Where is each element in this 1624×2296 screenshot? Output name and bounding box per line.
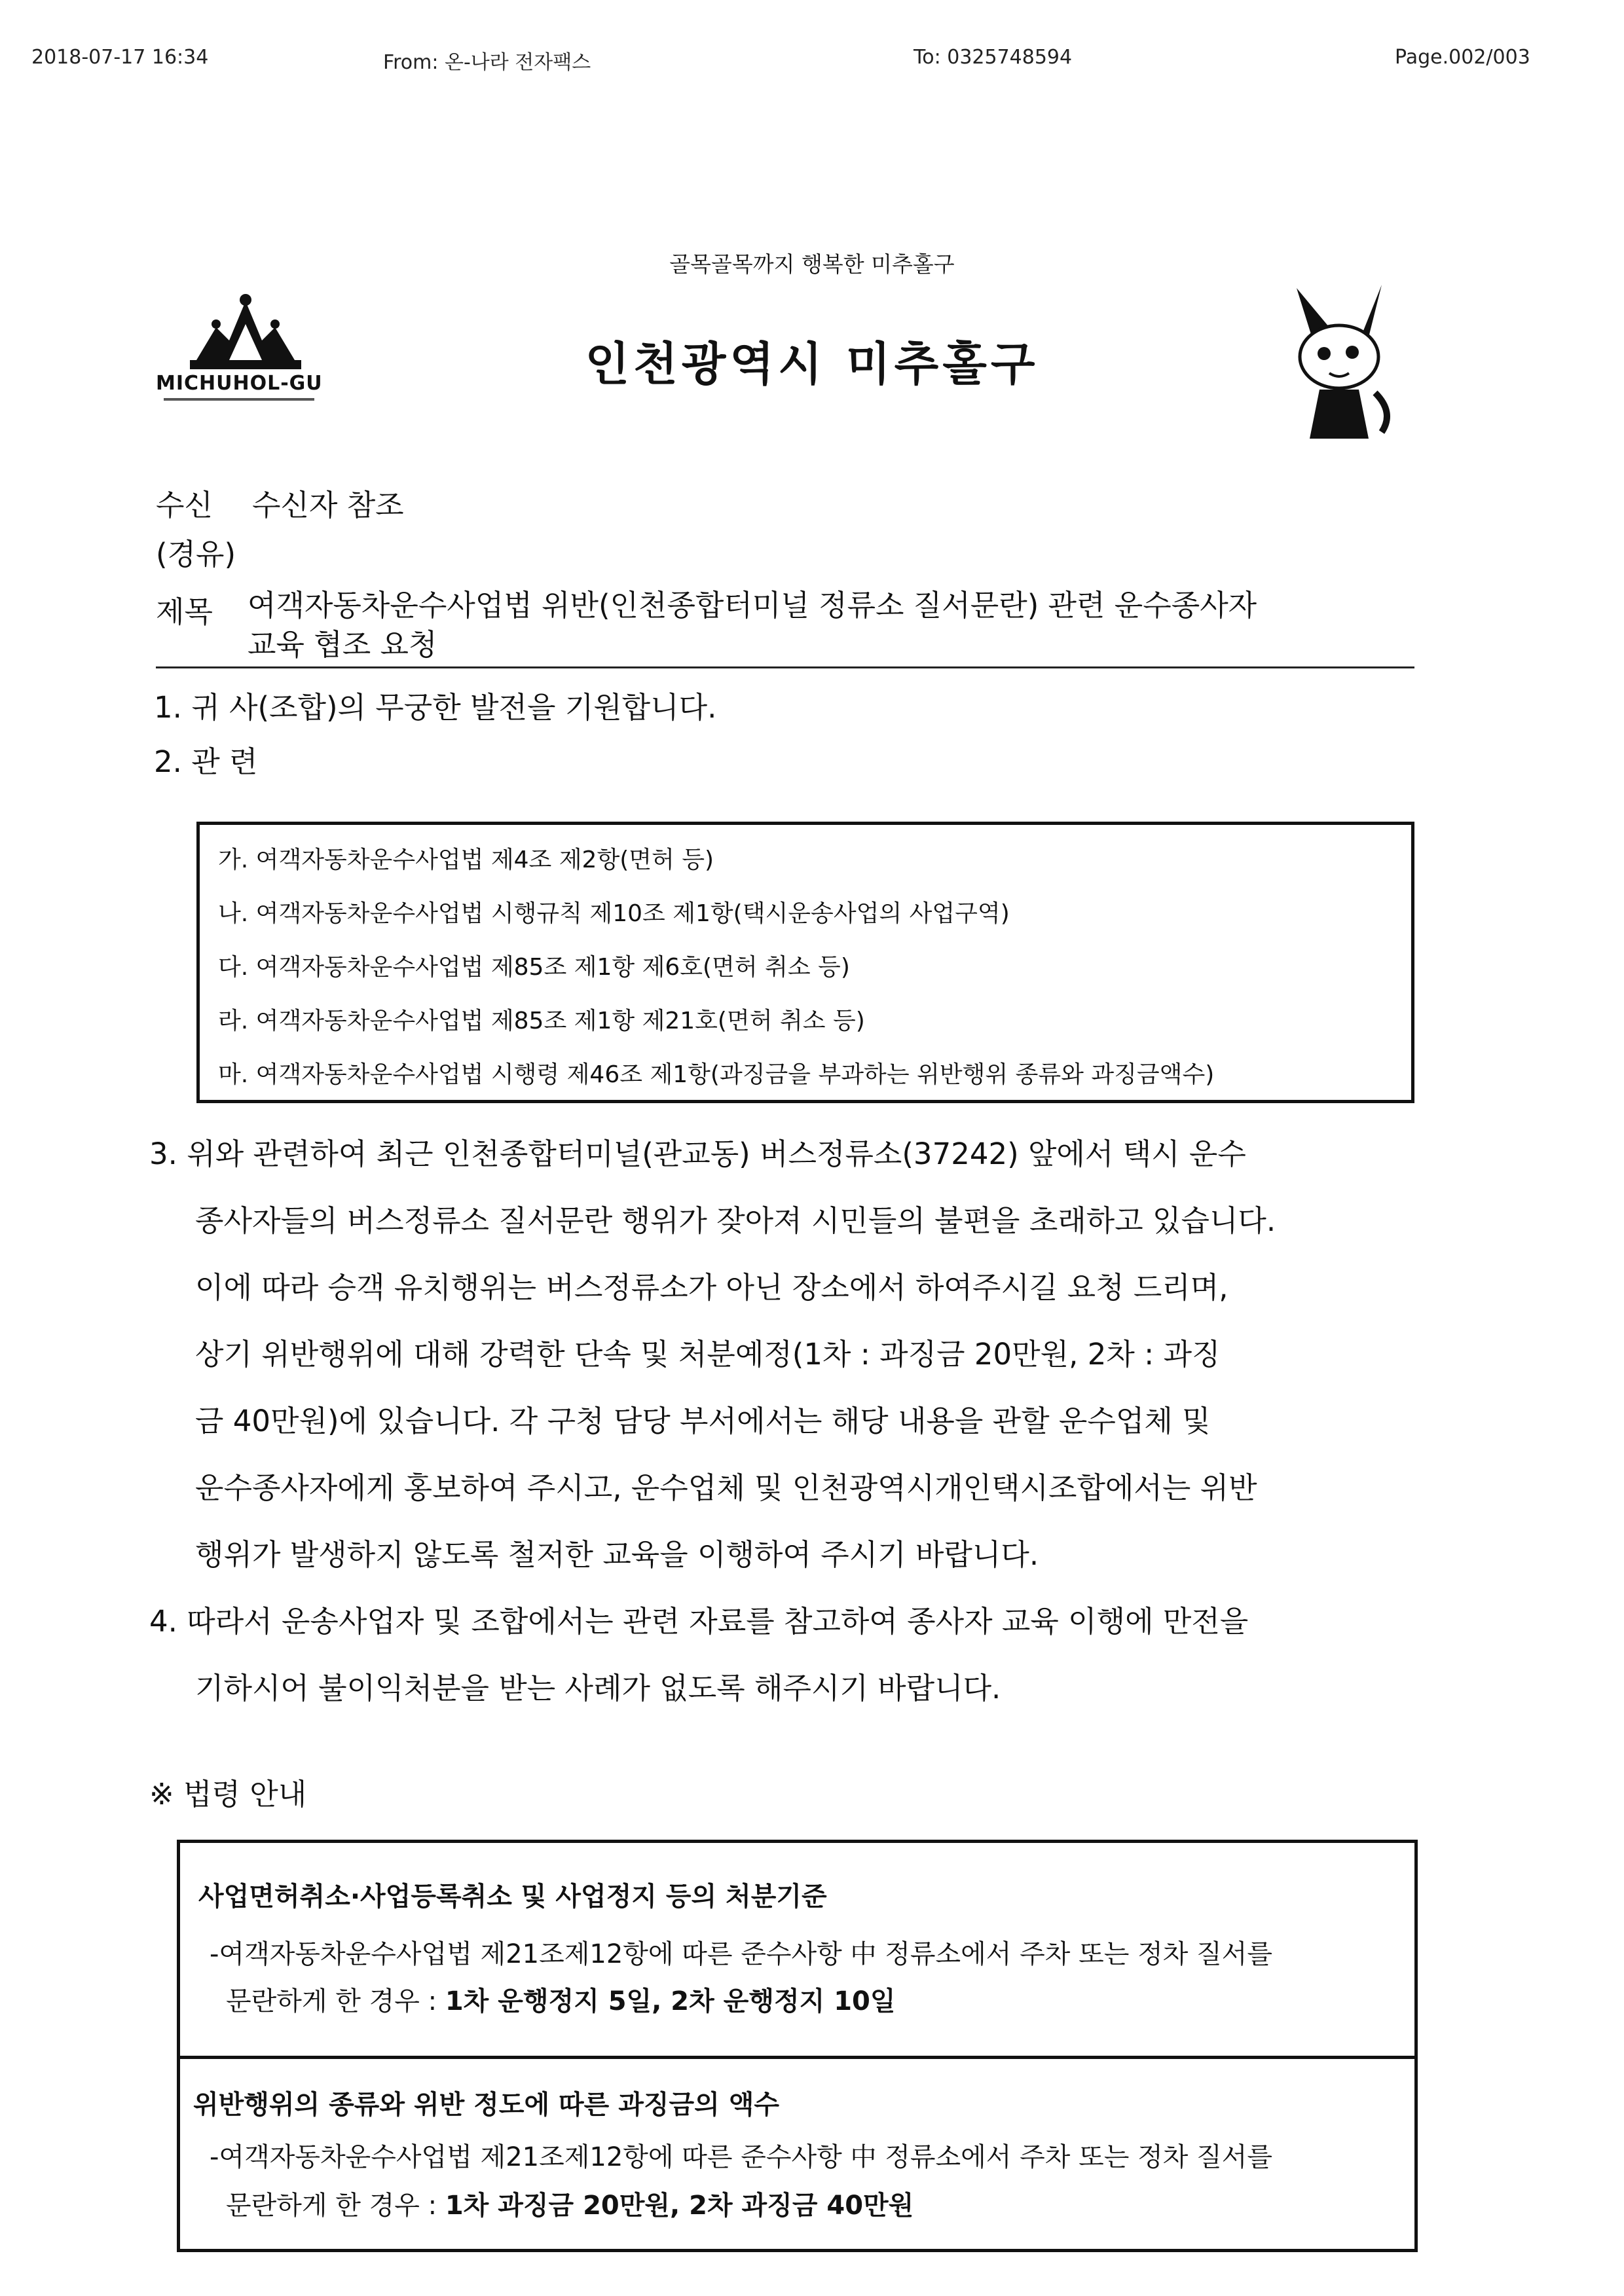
subject-divider	[156, 666, 1414, 668]
law-section-line	[226, 2185, 913, 2222]
law-section-heading: 위반행위의 종류와 위반 정도에 따른 과징금의 액수	[193, 2090, 779, 2120]
law-section-line: -여객자동차운수사업법 제21조제12항에 따른 준수사항 中 정류소에서 주차 또는 정차 질서를	[210, 2142, 1273, 2172]
subject-label: 제목	[156, 594, 213, 629]
law-section-line-prefix: 문란하게 한 경우 :	[226, 2191, 445, 2221]
paragraph-3-line: 종사자들의 버스정류소 질서문란 행위가 잦아져 시민들의 불편을 초래하고 있습니다.	[195, 1203, 1276, 1238]
law-notice-box-2	[177, 2056, 1418, 2252]
law-section-penalty: 1차 운행정지 5일, 2차 운행정지 10일	[445, 1986, 896, 2016]
recipient-label: 수신	[156, 488, 213, 522]
fax-to: To: 0325748594	[913, 46, 1073, 69]
paragraph-4-line: 기하시어 불이익처분을 받는 사례가 없도록 해주시기 바랍니다.	[195, 1671, 1001, 1705]
paragraph-2: 2. 관 련	[154, 744, 258, 779]
paragraph-3-line: 상기 위반행위에 대해 강력한 단속 및 처분예정(1차 : 과징금 20만원, 2차 : 과징	[195, 1337, 1221, 1372]
paragraph-1: 1. 귀 사(조합)의 무궁한 발전을 기원합니다.	[154, 690, 717, 725]
reference-item: 나. 여객자동차운수사업법 시행규칙 제10조 제1항(택시운송사업의 사업구역)	[218, 900, 1010, 927]
paragraph-3-line: 운수종사자에게 홍보하여 주시고, 운수업체 및 인천광역시개인택시조합에서는 위반	[195, 1470, 1257, 1505]
law-notice-box-1	[177, 1840, 1418, 2059]
fax-page: Page.002/003	[1395, 46, 1530, 69]
paragraph-3-line: 행위가 발생하지 않도록 철저한 교육을 이행하여 주시기 바랍니다.	[195, 1537, 1039, 1572]
slogan: 골목골목까지 행복한 미추홀구	[669, 251, 955, 277]
fax-datetime: 2018-07-17 16:34	[31, 46, 209, 69]
reference-item: 라. 여객자동차운수사업법 제85조 제1항 제21호(면허 취소 등)	[218, 1008, 865, 1034]
via-label: (경유)	[156, 537, 236, 572]
recipient-value: 수신자 참조	[252, 488, 404, 522]
subject-line-2: 교육 협조 요청	[248, 627, 437, 662]
logo-underline	[164, 398, 314, 401]
reference-item: 마. 여객자동차운수사업법 시행령 제46조 제1항(과징금을 부과하는 위반행위 종류와 과징금액수)	[218, 1061, 1215, 1088]
law-section-line: -여객자동차운수사업법 제21조제12항에 따른 준수사항 中 정류소에서 주차 또는 정차 질서를	[210, 1939, 1273, 1969]
logo-text: MICHUHOL-GU	[156, 372, 323, 395]
fax-from: From: 온-나라 전자팩스	[383, 51, 591, 74]
law-section-penalty: 1차 과징금 20만원, 2차 과징금 40만원	[445, 2191, 914, 2221]
law-section-heading: 사업면허취소·사업등록취소 및 사업정지 등의 처분기준	[198, 1882, 827, 1912]
law-notice-title: ※ 법령 안내	[149, 1777, 307, 1812]
law-section-line-prefix: 문란하게 한 경우 :	[226, 1986, 445, 2016]
subject-line-1: 여객자동차운수사업법 위반(인천종합터미널 정류소 질서문란) 관련 운수종사자	[248, 588, 1257, 623]
paragraph-4-line: 4. 따라서 운송사업자 및 조합에서는 관련 자료를 참고하여 종사자 교육 이행에 만전을	[149, 1604, 1249, 1639]
paragraph-3-line: 이에 따라 승객 유치행위는 버스정류소가 아닌 장소에서 하여주시길 요청 드리며,	[195, 1270, 1228, 1305]
law-section-line	[226, 1980, 896, 2018]
references-box	[196, 822, 1414, 1103]
organization-title: 인천광역시 미추홀구	[585, 337, 1039, 391]
mascot-icon	[1283, 282, 1395, 452]
reference-item: 가. 여객자동차운수사업법 제4조 제2항(면허 등)	[218, 847, 714, 873]
reference-item: 다. 여객자동차운수사업법 제85조 제1항 제6호(면허 취소 등)	[218, 954, 850, 981]
paragraph-3-line: 금 40만원)에 있습니다. 각 구청 담당 부서에서는 해당 내용을 관할 운수업체 및	[195, 1404, 1211, 1438]
paragraph-3-line: 3. 위와 관련하여 최근 인천종합터미널(관교동) 버스정류소(37242) 앞에서 택시 운수	[149, 1137, 1246, 1171]
